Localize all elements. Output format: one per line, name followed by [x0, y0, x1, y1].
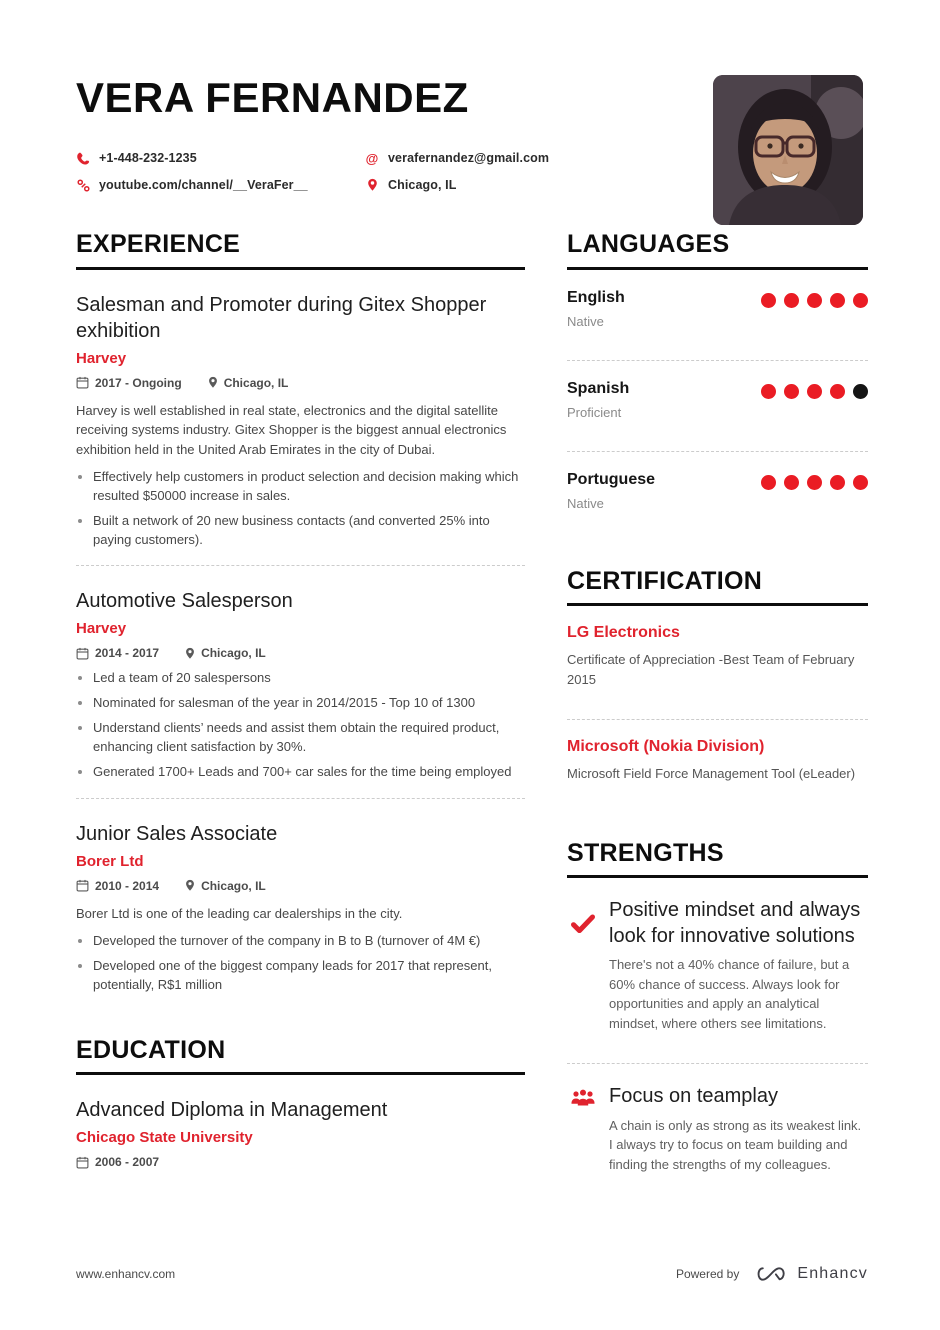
experience-heading: EXPERIENCE: [76, 231, 525, 270]
profile-photo: [713, 75, 863, 225]
job-company: Harvey: [76, 620, 127, 638]
phone-icon: [76, 152, 90, 165]
contact-list: [76, 148, 696, 195]
language-info: [567, 471, 655, 511]
location-pin-icon: [365, 178, 379, 192]
education-dates: [76, 1155, 159, 1169]
language-level: Native: [567, 495, 604, 511]
level-dot: [761, 293, 776, 308]
language-dots: [761, 293, 868, 308]
job-location: [208, 376, 289, 390]
job-description: Borer Ltd is one of the leading car dealerships in the city.: [76, 905, 403, 921]
link-icon: [76, 179, 90, 192]
job-bullet: • Nominated for salesman of the year in 2014/2015 - Top 10 of 1300: [93, 694, 525, 713]
level-dot: [784, 384, 799, 399]
level-dot: [853, 293, 868, 308]
language-dots: [761, 475, 868, 490]
certification-section: [567, 568, 868, 798]
job-dates: [76, 879, 159, 893]
check-icon: [567, 914, 599, 933]
certification-name: LG Electronics: [567, 624, 680, 642]
calendar-icon: [76, 879, 89, 892]
level-dot: [853, 475, 868, 490]
powered-by-label: Powered by: [675, 1267, 740, 1281]
certification-description: Certificate of Appreciation -Best Team of February 2015: [567, 652, 855, 687]
job-meta: [76, 879, 525, 893]
level-dot: [830, 384, 845, 399]
job-dates-text: 2010 - 2014: [95, 878, 160, 893]
level-dot: [761, 475, 776, 490]
job-bullet: • Led a team of 20 salespersons: [93, 669, 525, 688]
job-bullet: • Generated 1700+ Leads and 700+ car sales for the time being employed: [93, 763, 525, 782]
certification-entry: [567, 606, 868, 703]
level-dot: [853, 384, 868, 399]
job-description: Harvey is well established in real state, electronics and the digital satellite receiving systems industry. Gitex Shopper is the biggest annual electronics exhibition held in the United Arab Emirates in the city of Dubai.: [76, 402, 507, 457]
education-entry: [76, 1075, 525, 1169]
enhancv-brand-link[interactable]: [753, 1264, 868, 1284]
contact-phone: [76, 148, 365, 168]
experience-entry: [76, 566, 525, 781]
profile-url[interactable]: youtube.com/channel/__VeraFer__: [99, 178, 308, 193]
certification-heading: CERTIFICATION: [567, 568, 868, 607]
certification-entry: [567, 720, 868, 798]
job-title: Salesman and Promoter during Gitex Shopper exhibition: [76, 293, 487, 342]
language-info: [567, 380, 629, 420]
person-name: VERA FERNANDEZ: [76, 74, 469, 121]
job-company: Harvey: [76, 349, 127, 367]
level-dot: [830, 475, 845, 490]
phone-number: +1-448-232-1235: [99, 151, 197, 166]
job-meta: [76, 376, 525, 390]
level-dot: [807, 293, 822, 308]
job-bullets: [76, 669, 525, 781]
education-meta: [76, 1155, 525, 1169]
strength-title: Positive mindset and always look for innovative solutions: [609, 899, 861, 947]
level-dot: [807, 475, 822, 490]
language-item: [567, 270, 868, 344]
experience-entry: [76, 799, 525, 995]
left-column: [76, 231, 525, 1188]
job-dates-text: 2014 - 2017: [95, 646, 160, 661]
job-location: [185, 646, 266, 660]
language-name: Spanish: [567, 379, 630, 397]
profile-photo-illustration: [713, 75, 863, 225]
email-address[interactable]: verafernandez@gmail.com: [388, 151, 550, 166]
degree-title: Advanced Diploma in Management: [76, 1099, 388, 1122]
languages-section: [567, 231, 868, 526]
language-level: Proficient: [567, 404, 622, 420]
experience-section: [76, 231, 525, 995]
level-dot: [784, 293, 799, 308]
strength-head: [567, 898, 868, 949]
contact-email[interactable]: [365, 148, 696, 168]
language-level: Native: [567, 313, 604, 329]
job-bullet: • Effectively help customers in product selection and decision making which resulted $50000 increase in sales.: [93, 468, 525, 506]
level-dot: [761, 384, 776, 399]
job-bullet: • Developed the turnover of the company in B to B (turnover of 4M €): [93, 932, 525, 951]
location-pin-icon: [185, 879, 195, 892]
education-dates-text: 2006 - 2007: [95, 1155, 160, 1170]
level-dot: [784, 475, 799, 490]
experience-entry: [76, 270, 525, 550]
contact-link[interactable]: [76, 175, 365, 195]
job-location-text: Chicago, IL: [201, 646, 266, 661]
calendar-icon: [76, 376, 89, 389]
location-pin-icon: [208, 376, 218, 389]
right-column: [567, 231, 868, 1188]
calendar-icon: [76, 647, 89, 660]
level-dot: [830, 293, 845, 308]
certification-name: Microsoft (Nokia Division): [567, 738, 765, 756]
team-icon: [567, 1088, 599, 1107]
strength-description: A chain is only as strong as its weakest link. I always try to focus on team building and finding the strengths of my colleagues.: [609, 1117, 862, 1172]
strengths-heading: STRENGTHS: [567, 840, 868, 879]
language-item: [567, 452, 868, 526]
footer-url-link[interactable]: www.enhancv.com: [76, 1267, 176, 1281]
certification-description: Microsoft Field Force Management Tool (eLeader): [567, 766, 856, 782]
job-meta: [76, 646, 525, 660]
level-dot: [807, 384, 822, 399]
language-name: English: [567, 288, 625, 306]
enhancv-brand-name: Enhancv: [797, 1265, 868, 1282]
job-bullet: • Developed one of the biggest company leads for 2017 that represent, potentially, R$1 million: [93, 957, 525, 995]
language-dots: [761, 384, 868, 399]
education-section: [76, 1037, 525, 1170]
strength-title: Focus on teamplay: [609, 1085, 778, 1108]
job-title: Junior Sales Associate: [76, 822, 278, 845]
strength-item: [567, 1064, 868, 1188]
strength-description: There's not a 40% chance of failure, but a 60% chance of success. Always look for opportunities and apply an analytical mindset, where others see limitations.: [609, 957, 850, 1031]
header: [0, 0, 940, 195]
job-dates: [76, 376, 182, 390]
language-info: [567, 289, 625, 329]
job-bullets: [76, 932, 525, 995]
job-bullet: • Built a network of 20 new business contacts (and converted 25% into paying customers).: [93, 512, 525, 550]
job-bullet: • Understand clients’ needs and assist them obtain the required product, enhancing client satisfaction by 30%.: [93, 719, 525, 757]
job-dates: [76, 646, 159, 660]
job-location-text: Chicago, IL: [223, 375, 289, 390]
footer-branding: [676, 1264, 868, 1284]
job-location: [185, 879, 266, 893]
strength-item: [567, 878, 868, 1047]
location-text: Chicago, IL: [388, 178, 457, 193]
languages-heading: LANGUAGES: [567, 231, 868, 270]
job-dates-text: 2017 - Ongoing: [95, 375, 182, 390]
strength-head: [567, 1084, 868, 1110]
strengths-section: [567, 840, 868, 1189]
school-name: Chicago State University: [76, 1129, 253, 1147]
email-at-icon: @: [365, 150, 379, 166]
language-name: Portuguese: [567, 470, 656, 488]
education-heading: EDUCATION: [76, 1037, 525, 1076]
job-location-text: Chicago, IL: [201, 878, 266, 893]
job-bullets: [76, 468, 525, 549]
location-pin-icon: [185, 647, 195, 660]
main-content: [0, 231, 940, 1188]
job-title: Automotive Salesperson: [76, 590, 293, 613]
calendar-icon: [76, 1156, 89, 1169]
job-company: Borer Ltd: [76, 852, 144, 870]
contact-location: [365, 175, 696, 195]
footer: [76, 1264, 868, 1284]
enhancv-logo-icon: [753, 1264, 789, 1284]
language-item: [567, 361, 868, 435]
